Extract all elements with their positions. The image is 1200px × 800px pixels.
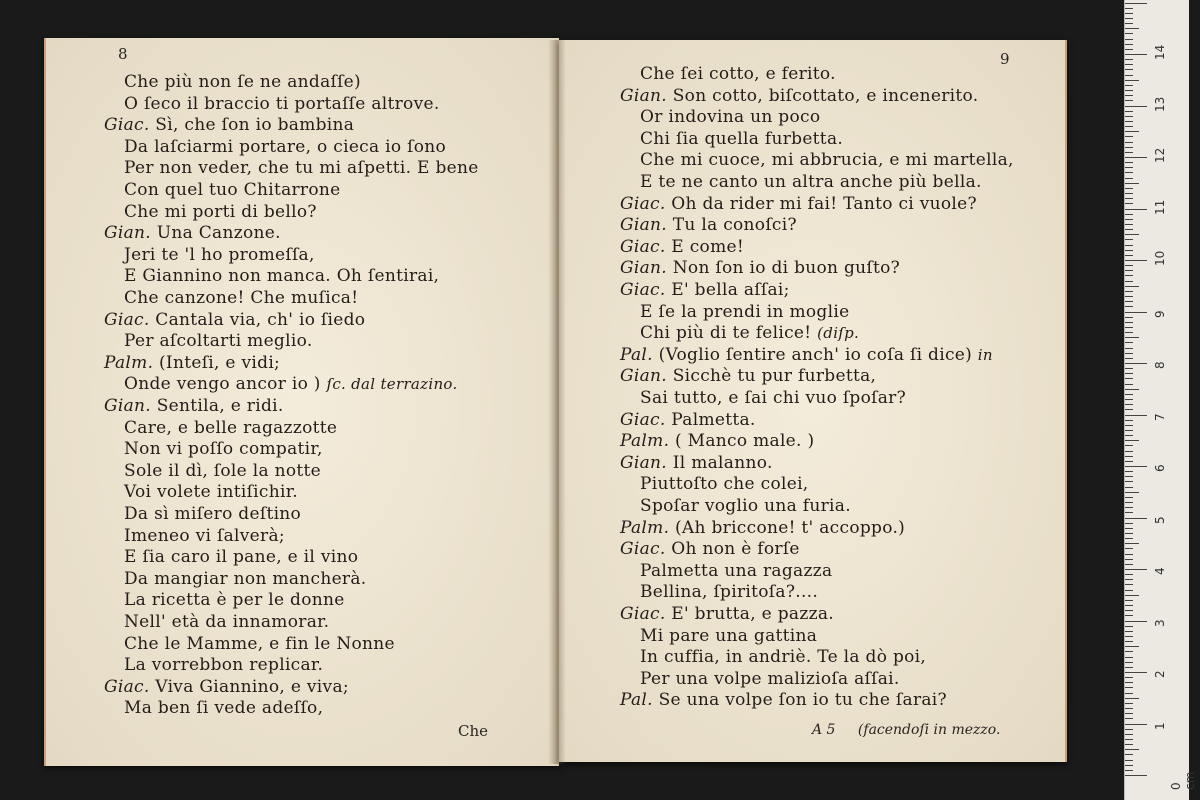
ruler-tick — [1125, 662, 1133, 663]
ruler-tick — [1125, 281, 1133, 282]
speaker-name: Gian. — [620, 215, 668, 236]
line-text: Il malanno. — [672, 452, 773, 473]
ruler-tick — [1125, 523, 1133, 524]
line-text: Sai tutto, e ſai chi vuo ſpoſar? — [640, 388, 907, 408]
ruler-tick — [1125, 471, 1133, 472]
line-text: Che mi porti di bello? — [124, 201, 317, 222]
speaker-name: Palm. — [620, 431, 670, 452]
ruler-tick — [1125, 456, 1133, 457]
line-text: Onde vengo ancor io ) — [124, 374, 321, 395]
line-text: Piuttoſto che colei, — [640, 474, 809, 495]
ruler-tick — [1125, 337, 1139, 338]
ruler-tick — [1125, 219, 1133, 220]
line-text: Non vi poſſo compatir, — [124, 439, 323, 460]
ruler-tick — [1125, 693, 1133, 694]
ruler-number: 2 — [1153, 670, 1167, 678]
line-text: Da mangiar non mancherà. — [124, 568, 367, 589]
right-page — [559, 40, 1067, 762]
speaker-name: Giac. — [620, 280, 666, 300]
ruler-number: 7 — [1153, 412, 1167, 421]
ruler-tick — [1125, 703, 1133, 704]
ruler-tick — [1125, 312, 1147, 313]
line-text: Da sì miſero deſtino — [124, 504, 302, 524]
ruler-tick — [1125, 49, 1133, 50]
ruler-tick — [1125, 358, 1133, 359]
ruler-tick — [1125, 574, 1133, 575]
speaker-name: Gian. — [104, 223, 152, 244]
left-page — [44, 38, 559, 766]
ruler-tick — [1125, 569, 1147, 570]
ruler-number: 10 — [1153, 250, 1167, 266]
ruler-number: 13 — [1153, 96, 1167, 112]
ruler-tick — [1125, 729, 1133, 730]
ruler-tick — [1125, 23, 1133, 24]
ruler-tick — [1125, 739, 1133, 740]
ruler-tick — [1125, 420, 1133, 421]
line-text: E ſe la prendi in moglie — [640, 301, 850, 322]
ruler-tick — [1125, 507, 1133, 508]
ruler-tick — [1125, 260, 1147, 261]
ruler-tick — [1125, 600, 1133, 601]
ruler-tick — [1125, 734, 1133, 735]
line-text: Da laſciarmi portare, o cieca io ſono — [124, 136, 447, 157]
speaker-name: Giac. — [104, 115, 150, 136]
ruler-tick — [1125, 69, 1133, 70]
ruler-tick — [1125, 245, 1133, 246]
stage-direction: in — [977, 345, 993, 364]
speaker-name: Giac. — [620, 539, 666, 560]
ruler-tick — [1125, 363, 1147, 364]
ruler-tick — [1125, 518, 1147, 519]
ruler-tick — [1125, 18, 1133, 19]
ruler-number: 12 — [1153, 147, 1167, 163]
ruler-tick — [1125, 198, 1133, 199]
ruler-tick — [1125, 234, 1139, 235]
ruler-tick — [1125, 378, 1133, 379]
line-text: (Inteſi, e vidi; — [159, 352, 281, 373]
speaker-name: Palm. — [104, 352, 154, 373]
ruler-tick — [1125, 188, 1133, 189]
ruler-tick — [1125, 178, 1133, 179]
line-text: Una Canzone. — [156, 223, 281, 244]
ruler-tick — [1125, 54, 1147, 55]
ruler-tick — [1125, 770, 1133, 771]
line-text: Sicchè tu pur furbetta, — [672, 366, 877, 387]
ruler-tick — [1125, 590, 1133, 591]
ruler-tick — [1125, 39, 1133, 40]
speaker-name: Gian. — [620, 258, 668, 279]
line-text: Sole il dì, ſole la notte — [124, 460, 321, 481]
speaker-name: Gian. — [620, 85, 668, 106]
ruler-tick — [1125, 631, 1133, 632]
speaker-name: Gian. — [104, 396, 152, 416]
ruler-tick — [1125, 136, 1133, 137]
ruler-tick — [1125, 172, 1133, 173]
ruler-tick — [1125, 203, 1133, 204]
line-text: Che ſei cotto, e ferito. — [640, 64, 836, 84]
ruler-tick — [1125, 152, 1133, 153]
line-text: Oh da rider mi fai! Tanto ci vuole? — [671, 193, 977, 214]
measuring-ruler — [1124, 0, 1197, 800]
ruler-tick — [1125, 209, 1147, 210]
ruler-tick — [1125, 445, 1133, 446]
ruler-tick — [1125, 543, 1139, 544]
ruler-tick — [1125, 131, 1139, 132]
ruler-tick — [1125, 481, 1133, 482]
line-text: E' brutta, e pazza. — [671, 604, 834, 624]
ruler-number: 3 — [1153, 618, 1167, 627]
ruler-tick — [1125, 430, 1133, 431]
right-page-number: 9 — [1000, 50, 1010, 68]
ruler-tick — [1125, 605, 1133, 606]
ruler-tick — [1125, 672, 1147, 673]
ruler-tick — [1125, 167, 1133, 168]
ruler-tick — [1125, 487, 1133, 488]
ruler-tick — [1125, 713, 1133, 714]
speaker-name: Giac. — [620, 409, 666, 430]
line-text: Viva Giannino, e viva; — [155, 676, 349, 697]
line-text: Jeri te 'l ho promeſſa, — [124, 244, 315, 265]
ruler-unit-label: 0 cm — [1169, 771, 1197, 790]
ruler-tick — [1125, 621, 1147, 622]
ruler-tick — [1125, 116, 1133, 117]
ruler-tick — [1125, 528, 1133, 529]
ruler-tick — [1125, 75, 1133, 76]
ruler-tick — [1125, 44, 1133, 45]
ruler-tick — [1125, 286, 1139, 287]
signature-mark — [812, 722, 1000, 738]
line-text: Ma ben ſi vede adeſſo, — [124, 698, 324, 719]
ruler-tick — [1125, 3, 1147, 4]
line-text: Per una volpe malizioſa aſſai. — [640, 668, 900, 689]
speaker-name: Giac. — [104, 309, 150, 330]
ruler-number: 8 — [1153, 361, 1167, 369]
ruler-tick — [1125, 708, 1133, 709]
ruler-tick — [1125, 595, 1139, 596]
footer-stage-direction: (facendoſi in mezzo. — [857, 722, 1001, 738]
ruler-tick — [1125, 193, 1133, 194]
ruler-tick — [1125, 95, 1133, 96]
ruler-tick — [1125, 64, 1133, 65]
ruler-number: 5 — [1153, 515, 1167, 524]
ruler-tick — [1125, 214, 1133, 215]
speaker-name: Gian. — [620, 366, 668, 387]
speaker-name: Giac. — [620, 604, 666, 624]
line-text: Se una volpe ſon io tu che ſarai? — [658, 690, 947, 711]
speaker-name: Giac. — [620, 193, 666, 214]
ruler-tick — [1125, 682, 1133, 683]
stage-direction: ſc. dal terrazino. — [326, 375, 458, 394]
ruler-tick — [1125, 13, 1133, 14]
ruler-tick — [1125, 775, 1147, 776]
ruler-tick — [1125, 415, 1147, 416]
ruler-tick — [1125, 512, 1133, 513]
ruler-tick — [1125, 559, 1133, 560]
catchword: Che — [458, 722, 489, 740]
ruler-tick — [1125, 765, 1133, 766]
line-text: Chi più di te felice! — [640, 323, 812, 344]
ruler-tick — [1125, 332, 1133, 333]
ruler-tick — [1125, 255, 1133, 256]
ruler-tick — [1125, 636, 1133, 637]
ruler-tick — [1125, 322, 1133, 323]
ruler-tick — [1125, 754, 1133, 755]
line-text: Tu la conoſci? — [672, 215, 797, 236]
line-text: Sì, che ſon io bambina — [155, 115, 355, 136]
ruler-tick — [1125, 564, 1133, 565]
line-text: Per aſcoltarti meglio. — [124, 331, 313, 352]
line-text: Or indovina un poco — [640, 107, 821, 128]
ruler-tick — [1125, 59, 1133, 60]
speaker-name: Pal. — [620, 690, 653, 711]
line-text: E come! — [671, 236, 744, 257]
line-text: ( Manco male. ) — [675, 431, 815, 452]
ruler-tick — [1125, 461, 1133, 462]
ruler-tick — [1125, 440, 1139, 441]
ruler-number: 1 — [1153, 721, 1167, 730]
line-text: Son cotto, biſcottato, e incenerito. — [672, 85, 979, 106]
ruler-tick — [1125, 275, 1133, 276]
line-text: Care, e belle ragazzotte — [124, 417, 338, 438]
ruler-tick — [1125, 353, 1133, 354]
line-text: E' bella aſſai; — [671, 280, 790, 300]
line-text: (Voglio ſentire anch' io coſa ſi dice) — [658, 344, 973, 365]
ruler-tick — [1125, 8, 1133, 9]
ruler-tick — [1125, 301, 1133, 302]
ruler-number: 9 — [1153, 309, 1167, 318]
ruler-tick — [1125, 265, 1133, 266]
line-text: Palmetta una ragazza — [640, 560, 833, 581]
ruler-tick — [1125, 548, 1133, 549]
signature-text: A 5 — [812, 722, 836, 738]
line-text: In cuffia, in andriè. Te la dò poi, — [640, 647, 927, 668]
ruler-tick — [1125, 28, 1139, 29]
ruler-tick — [1125, 399, 1133, 400]
speaker-name: Palm. — [620, 517, 670, 538]
line-text: Che mi cuoce, mi abbrucia, e mi martella, — [640, 150, 1014, 171]
ruler-tick — [1125, 121, 1133, 122]
ruler-tick — [1125, 615, 1133, 616]
ruler-tick — [1125, 90, 1133, 91]
ruler-tick — [1125, 533, 1133, 534]
ruler-tick — [1125, 348, 1133, 349]
ruler-tick — [1125, 162, 1133, 163]
ruler-tick — [1125, 579, 1133, 580]
ruler-tick — [1125, 296, 1133, 297]
speaker-name: Giac. — [104, 676, 150, 697]
line-text: E te ne canto un altra anche più bella. — [640, 172, 982, 192]
ruler-tick — [1125, 394, 1133, 395]
ruler-number: 11 — [1153, 199, 1167, 215]
line-text: Che canzone! Che muſica! — [124, 288, 359, 308]
line-text: La ricetta è per le donne — [124, 590, 345, 611]
ruler-tick — [1125, 646, 1139, 647]
ruler-tick — [1125, 651, 1133, 652]
line-text: Mi pare una gattina — [640, 625, 818, 646]
stage-direction: (diſp. — [817, 324, 860, 343]
ruler-tick — [1125, 368, 1133, 369]
ruler-tick — [1125, 147, 1133, 148]
ruler-tick — [1125, 100, 1133, 101]
ruler-tick — [1125, 435, 1133, 436]
ruler-tick — [1125, 306, 1133, 307]
ruler-tick — [1125, 610, 1133, 611]
ruler-tick — [1125, 641, 1133, 642]
ruler-tick — [1125, 476, 1133, 477]
ruler-tick — [1125, 33, 1133, 34]
line-text: Voi volete intiſichir. — [124, 482, 298, 503]
ruler-tick — [1125, 157, 1147, 158]
ruler-tick — [1125, 384, 1133, 385]
ruler-tick — [1125, 373, 1133, 374]
ruler-tick — [1125, 229, 1133, 230]
ruler-tick — [1125, 554, 1133, 555]
ruler-tick — [1125, 451, 1133, 452]
line-text: Oh non è forſe — [671, 539, 800, 560]
ruler-tick — [1125, 106, 1147, 107]
ruler-tick — [1125, 80, 1139, 81]
line-text: O ſeco il braccio ti portaſſe altrove. — [124, 93, 440, 114]
ruler-tick — [1125, 239, 1133, 240]
line-text: Nell' età da innamorar. — [124, 612, 330, 632]
ruler-tick — [1125, 126, 1133, 127]
line-text: (Ah briccone! t' accoppo.) — [675, 517, 906, 538]
line-text: Per non veder, che tu mi aſpetti. E bene — [124, 158, 479, 179]
ruler-tick — [1125, 687, 1133, 688]
line-text: Che più non ſe ne andaſſe) — [124, 72, 361, 92]
line-text: Imeneo vi ſalverà; — [124, 525, 285, 546]
ruler-tick — [1125, 389, 1139, 390]
speaker-name: Giac. — [620, 236, 666, 257]
ruler-tick — [1125, 142, 1133, 143]
ruler-tick — [1125, 250, 1133, 251]
ruler-tick — [1125, 538, 1133, 539]
book-gutter — [548, 40, 566, 764]
speaker-name: Gian. — [620, 452, 668, 473]
left-page-number: 8 — [118, 45, 128, 63]
ruler-tick — [1125, 677, 1133, 678]
speaker-name: Pal. — [620, 344, 653, 365]
ruler-tick — [1125, 626, 1133, 627]
line-text: Spoſar voglio una furia. — [640, 496, 851, 516]
ruler-tick — [1125, 718, 1133, 719]
ruler-tick — [1125, 224, 1133, 225]
ruler-tick — [1125, 749, 1139, 750]
ruler-tick — [1125, 404, 1133, 405]
ruler-number: 4 — [1153, 567, 1167, 575]
ruler-tick — [1125, 317, 1133, 318]
ruler-tick — [1125, 183, 1139, 184]
ruler-tick — [1125, 327, 1133, 328]
ruler-tick — [1125, 667, 1133, 668]
line-text: Bellina, ſpiritoſa?.... — [640, 582, 819, 603]
line-text: Chi ſia quella furbetta. — [640, 128, 844, 149]
ruler-tick — [1125, 492, 1139, 493]
ruler-tick — [1125, 584, 1133, 585]
ruler-tick — [1125, 409, 1133, 410]
ruler-tick — [1125, 425, 1133, 426]
line-text: E Giannino non manca. Oh ſentirai, — [124, 266, 440, 287]
line-text: Palmetta. — [671, 409, 756, 430]
ruler-tick — [1125, 502, 1133, 503]
ruler-number: 6 — [1153, 464, 1167, 472]
ruler-tick — [1125, 291, 1133, 292]
line-text: La vorrebbon replicar. — [124, 655, 324, 676]
ruler-tick — [1125, 698, 1139, 699]
line-text: Cantala via, ch' io ſiedo — [155, 309, 366, 330]
line-text: E ſia caro il pane, e il vino — [124, 547, 359, 568]
line-text: Che le Mamme, e fin le Nonne — [124, 633, 395, 654]
line-text: Con quel tuo Chitarrone — [124, 180, 341, 200]
line-text: Sentila, e ridi. — [156, 396, 284, 416]
ruler-tick — [1125, 342, 1133, 343]
ruler-number: 14 — [1153, 44, 1167, 60]
ruler-tick — [1125, 497, 1133, 498]
ruler-tick — [1125, 744, 1133, 745]
ruler-tick — [1125, 760, 1133, 761]
ruler-tick — [1125, 657, 1133, 658]
line-text: Non ſon io di buon guſto? — [672, 258, 901, 279]
ruler-tick — [1125, 85, 1133, 86]
ruler-tick — [1125, 466, 1147, 467]
ruler-tick — [1125, 111, 1133, 112]
ruler-tick — [1125, 724, 1147, 725]
ruler-tick — [1125, 270, 1133, 271]
